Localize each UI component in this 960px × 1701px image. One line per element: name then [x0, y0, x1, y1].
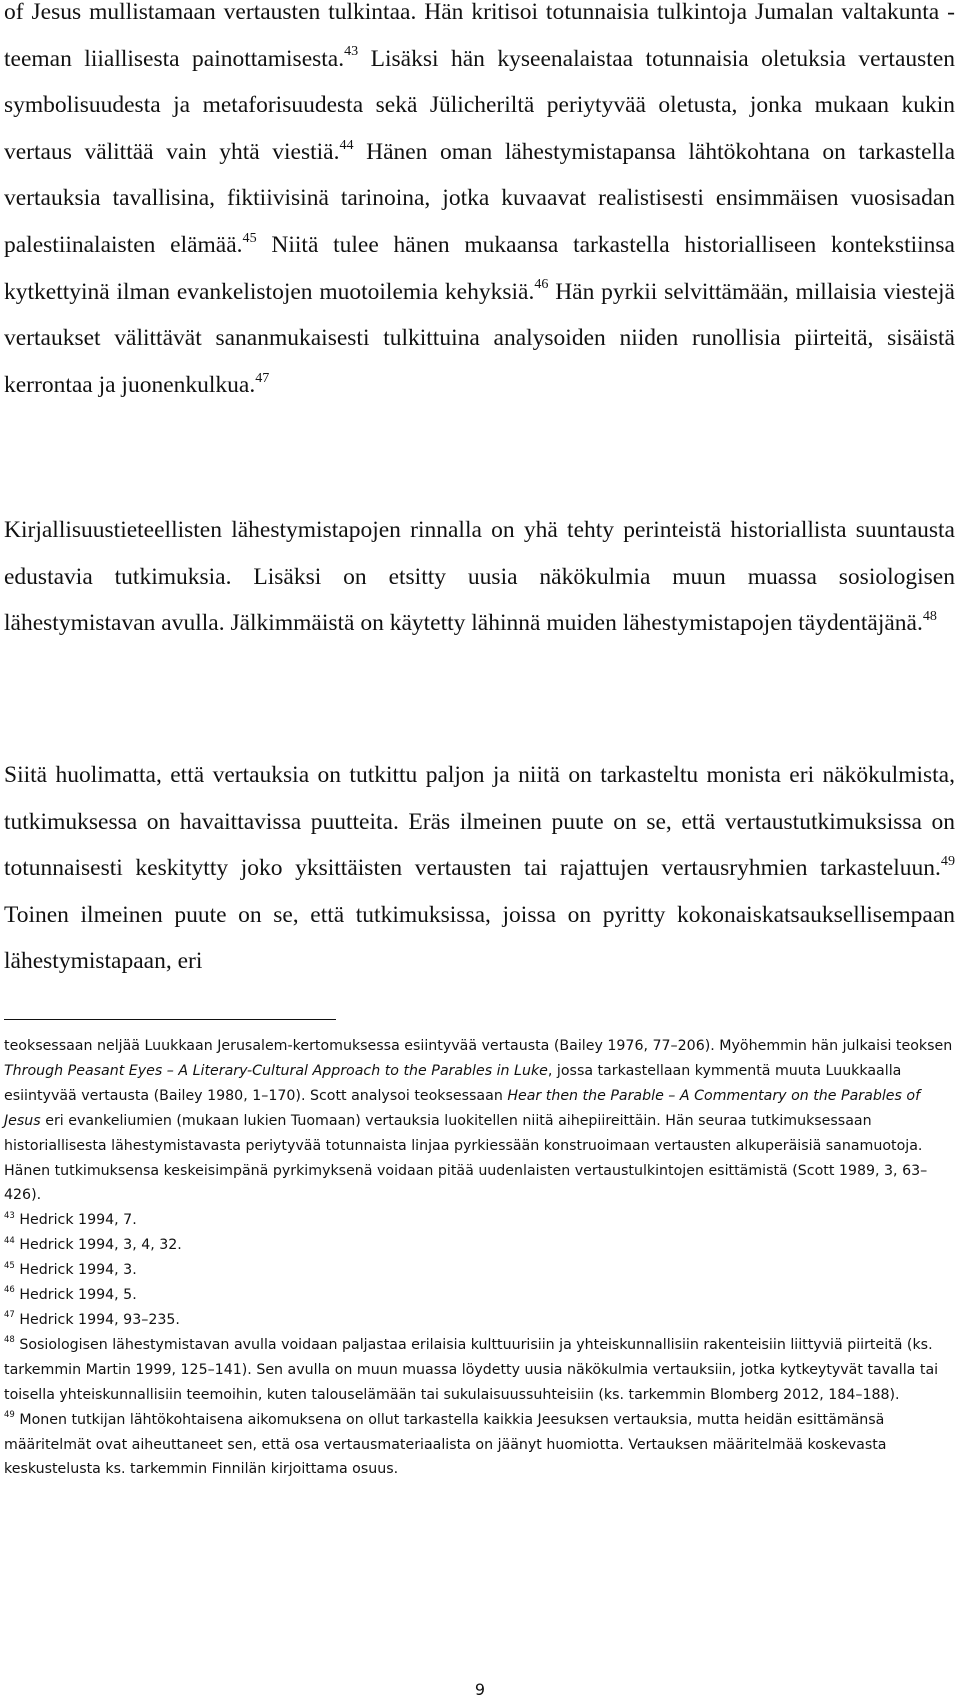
paragraph-text: Hänen oman lähestymistapansa lähtökohtana on tarkastella vertauksia tavallisina, fiktiivisinä tarinoina, jotka kuvaavat realistisesti ensimmäisen vuosisadan palestiinalaisten elämää.	[4, 138, 955, 258]
footnote-text: Hedrick 1994, 93–235.	[14, 1311, 180, 1328]
footnote-number: 49	[4, 1410, 15, 1421]
footnote-48	[4, 1333, 955, 1408]
footnote-separator	[4, 1019, 336, 1020]
footnote-text: eri evankeliumien (mukaan lukien Tuomaan) vertauksia luokitellen niitä aihepiireittäin. Hän seuraa tutkimuksessaan historiallisesta lähestymistavasta periytyvää totunnaista linjaa pyrkiessään konstruoimaan vertausten alkuperäisiä sanamuotoja. Hänen tutkimuksensa keskeisimpänä pyrkimyksenä voidaan pitää uudenlaisten vertaustulkintojen esittämistä (Scott 1989, 3, 63–426).	[4, 1112, 928, 1204]
footnote-text: Hedrick 1994, 7.	[14, 1212, 137, 1229]
body-paragraph-1	[4, 0, 955, 408]
paragraph-text: Niitä tulee hänen mukaansa tarkastella historialliseen kontekstiinsa kytkettyinä ilman evankelistojen muotoilemia kehyksiä.	[4, 231, 955, 305]
footnote-ref-49[interactable]: 49	[940, 852, 955, 869]
footnote-text: Hedrick 1994, 3.	[14, 1262, 137, 1279]
body-paragraph-2	[4, 507, 955, 647]
footnote-number: 48	[4, 1335, 15, 1346]
footnotes	[4, 1034, 955, 1482]
footnote-ref-44[interactable]: 44	[339, 136, 354, 153]
footnote-43	[4, 1208, 955, 1233]
footnote-ref-45[interactable]: 45	[242, 229, 257, 246]
footnote-ref-48[interactable]: 48	[922, 607, 937, 624]
paragraph-text: Toinen ilmeinen puute on se, että tutkimuksissa, joissa on pyritty kokonaiskatsauksellisempaan lähestymistapaan, eri	[4, 901, 955, 975]
paragraph-text: Hän pyrkii selvittämään, millaisia viestejä vertaukset välittävät sananmukaisesti tulkittuina analysoiden niiden runollisia piirteitä, sisäistä kerrontaa ja juonenkulkua.	[4, 278, 955, 398]
footnote-text: Hedrick 1994, 3, 4, 32.	[14, 1237, 182, 1254]
paragraph-text: Lisäksi hän kyseenalaistaa totunnaisia oletuksia vertausten symbolisuudesta ja metaforisuudesta sekä Jülicheriltä periytyvää oletusta, jonka mukaan kukin vertaus välittää vain yhtä viestiä.	[4, 45, 955, 165]
footnote-text: Monen tutkijan lähtökohtaisena aikomuksena on ollut tarkastella kaikkia Jeesuksen vertauksia, mutta heidän esittämänsä määritelmät ovat aiheuttaneet sen, että osa vertausmateriaalista on jäänyt huomiotta. Vertauksen määritelmää koskevasta keskustelusta ks. tarkemmin Finnilän kirjoittama osuus.	[4, 1411, 887, 1478]
footnote-text: teoksessaan neljää Luukkaan Jerusalem-kertomuksessa esiintyvää vertausta (Bailey 1976, 77–206). Myöhemmin hän julkaisi teoksen	[4, 1038, 953, 1054]
footnote-number: 46	[4, 1285, 15, 1296]
body-paragraph-3	[4, 752, 955, 985]
footnote-ref-46[interactable]: 46	[534, 276, 549, 293]
footnote-ref-47[interactable]: 47	[255, 369, 270, 386]
paragraph-text: of Jesus mullistamaan vertausten tulkintaa. Hän kritisoi totunnaisia tulkintoja Jumalan valtakunta -teeman liiallisesta painottamisesta.	[4, 0, 955, 72]
page-number: 9	[474, 1680, 486, 1699]
footnote-text: , jossa tarkastellaan kymmentä muuta Luukkaalla esiintyvää vertausta (Bailey 1980, 1–170). Scott analysoi teoksessaan	[4, 1062, 902, 1104]
footnote-49	[4, 1408, 955, 1483]
footnote-46	[4, 1283, 955, 1308]
footnote-text: Sosiologisen lähestymistavan avulla voidaan paljastaa erilaisia kulttuurisiin ja yhteiskunnallisiin rakenteisiin liittyviä piirteitä (ks. tarkemmin Martin 1999, 125–141). Sen avulla on muun muassa löydetty uusia näkökulmia vertauksiin, jotka kytkeytyvät tavalla tai toisella yhteiskunnallisiin teemoihin, kuten talouselämään tai sukulaisuussuhteisiin (ks. tarkemmin Blomberg 2012, 184–188).	[4, 1336, 939, 1403]
paragraph-text: Siitä huolimatta, että vertauksia on tutkittu paljon ja niitä on tarkasteltu monista eri näkökulmista, tutkimuksessa on havaittavissa puutteita. Eräs ilmeinen puute on se, että vertaustutkimuksissa on totunnaisesti keskitytty joko yksittäisten vertausten tai rajattujen vertausryhmien tarkasteluun.	[4, 762, 955, 882]
footnote-continued	[4, 1034, 955, 1208]
footnote-44	[4, 1233, 955, 1258]
footnote-45	[4, 1258, 955, 1283]
footnote-ref-43[interactable]: 43	[344, 43, 359, 60]
footnote-number: 45	[4, 1260, 15, 1271]
book-title-italic: Hear then the Parable – A Commentary on the Parables of Jesus	[4, 1087, 921, 1129]
footnote-47	[4, 1308, 955, 1333]
footnote-number: 47	[4, 1310, 15, 1321]
book-title-italic: Through Peasant Eyes – A Literary-Cultural Approach to the Parables in Luke	[4, 1062, 548, 1079]
footnote-text: Hedrick 1994, 5.	[14, 1287, 137, 1304]
footnote-number: 44	[4, 1235, 15, 1246]
paragraph-text: Kirjallisuustieteellisten lähestymistapojen rinnalla on yhä tehty perinteistä historiallista suuntausta edustavia tutkimuksia. Lisäksi on etsitty uusia näkökulmia muun muassa sosiologisen lähestymistavan avulla. Jälkimmäistä on käytetty lähinnä muiden lähestymistapojen täydentäjänä.	[4, 517, 955, 637]
footnote-number: 43	[4, 1210, 15, 1221]
